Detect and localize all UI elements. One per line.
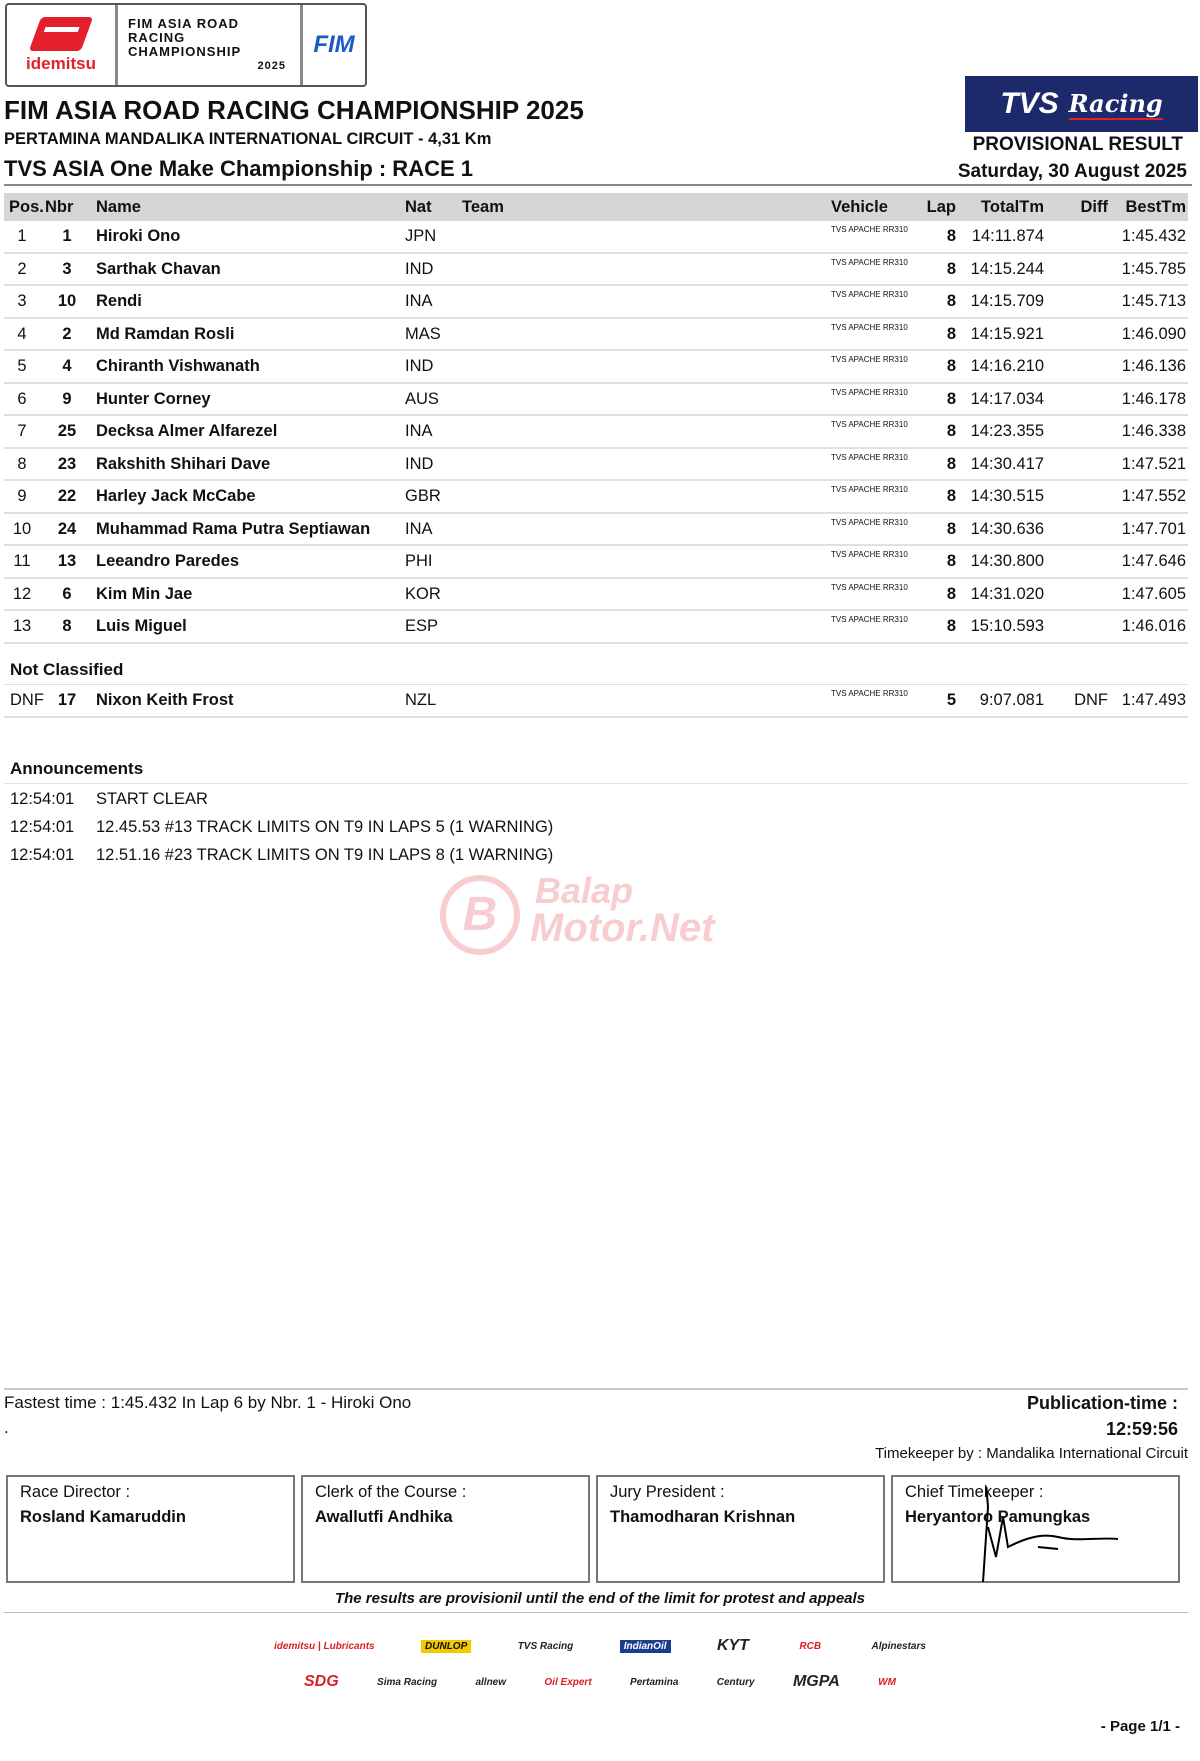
cell-name: Rakshith Shihari Dave — [96, 454, 271, 473]
cell-name: Hunter Corney — [96, 389, 211, 408]
cell-total: 14:23.355 — [970, 422, 1044, 440]
cell-total: 14:17.034 — [970, 389, 1044, 408]
cell-best: 1:47.646 — [1121, 552, 1186, 570]
race-date: Saturday, 30 August 2025 — [957, 161, 1187, 182]
cell-name: Chiranth Vishwanath — [96, 357, 260, 375]
announcement-item — [10, 841, 810, 869]
tvs-logo-brand: TVS — [1000, 87, 1059, 120]
cell-name: Luis Miguel — [96, 617, 187, 635]
not-classified-table — [4, 684, 1188, 718]
header-divider — [4, 184, 1192, 186]
cell-lap: 8 — [946, 552, 956, 570]
cell-total: 9:07.081 — [979, 691, 1044, 709]
idemitsu-logo — [7, 5, 118, 85]
col-pos: Pos. — [9, 198, 44, 216]
cell-nat: NZL — [405, 691, 437, 709]
table-row — [4, 481, 1188, 514]
cell-vehicle: TVS APACHE RR310 — [831, 485, 908, 494]
official-role: Jury President : — [610, 1483, 725, 1501]
footer-dot: . — [4, 1418, 9, 1437]
cell-nbr: 25 — [57, 422, 77, 440]
cell-nat: IND — [405, 259, 434, 278]
announcement-time: 12:54:01 — [10, 790, 75, 808]
sponsor-tvs-logo: TVS Racing — [517, 1640, 574, 1652]
cell-nbr: 13 — [57, 552, 77, 570]
sponsor-rcb-logo: RCB — [799, 1640, 822, 1652]
table-row — [4, 319, 1188, 352]
table-row — [4, 579, 1188, 612]
cell-best: 1:45.713 — [1121, 292, 1186, 310]
cell-best: 1:47.605 — [1121, 584, 1186, 603]
col-vehicle: Vehicle — [831, 198, 888, 216]
col-name: Name — [96, 198, 141, 216]
cell-best: 1:47.701 — [1121, 519, 1186, 538]
watermark-line1: Balap — [535, 870, 634, 911]
cell-vehicle: TVS APACHE RR310 — [831, 257, 908, 267]
cell-best: 1:47.521 — [1121, 454, 1186, 473]
page-title: FIM ASIA ROAD RACING CHAMPIONSHIP 2025 — [4, 95, 584, 125]
announcements-list — [10, 785, 810, 869]
announcements-divider — [4, 783, 1188, 784]
col-diff: Diff — [1080, 198, 1108, 216]
sponsor-oilexpert-logo: Oil Expert — [544, 1676, 592, 1688]
cell-pos: 4 — [17, 324, 27, 343]
cell-lap: 8 — [946, 292, 956, 310]
signature-icon — [978, 1487, 1118, 1587]
sponsor-kyt-logo: KYT — [716, 1637, 749, 1654]
cell-name: Hiroki Ono — [96, 227, 181, 245]
cell-name: Sarthak Chavan — [96, 259, 221, 278]
tvs-logo-sub: Racing — [1068, 88, 1163, 118]
sponsor-wm-logo: WM — [878, 1676, 896, 1688]
cell-total: 14:15.244 — [970, 259, 1044, 278]
cell-lap: 8 — [946, 617, 956, 635]
cell-total: 14:30.417 — [970, 454, 1044, 473]
cell-vehicle: TVS APACHE RR310 — [831, 387, 908, 397]
col-nat: Nat — [405, 198, 432, 216]
official-chief-timekeeper — [891, 1475, 1180, 1583]
official-jury-president — [596, 1475, 885, 1583]
cell-best: 1:46.016 — [1121, 617, 1186, 635]
result-type: PROVISIONAL RESULT — [972, 134, 1183, 155]
idemitsu-logo-text: idemitsu — [26, 53, 96, 73]
sponsors-row-1 — [270, 1636, 930, 1656]
cell-name: Decksa Almer Alfarezel — [96, 422, 278, 440]
official-name: Rosland Kamaruddin — [20, 1508, 186, 1526]
col-total: TotalTm — [981, 198, 1044, 216]
watermark-b-icon: B — [440, 875, 520, 955]
cell-best: 1:45.432 — [1121, 227, 1186, 245]
cell-name: Muhammad Rama Putra Septiawan — [96, 519, 371, 538]
cell-best: 1:46.090 — [1121, 324, 1186, 343]
cell-lap: 8 — [946, 519, 956, 538]
announcements-title: Announcements — [10, 759, 144, 778]
sponsor-dunlop-logo: DUNLOP — [421, 1640, 471, 1653]
tvs-racing-logo — [965, 76, 1198, 132]
cell-lap: 8 — [946, 357, 956, 375]
cell-lap: 8 — [946, 584, 956, 603]
cell-nat: KOR — [405, 584, 441, 603]
col-lap: Lap — [926, 198, 956, 216]
idemitsu-flame-icon — [29, 17, 93, 51]
cell-vehicle: TVS APACHE RR310 — [831, 582, 908, 592]
table-row — [4, 611, 1188, 644]
cell-nbr: 4 — [62, 357, 72, 375]
cell-total: 14:15.709 — [970, 292, 1044, 310]
cell-nat: AUS — [405, 389, 439, 408]
cell-total: 14:16.210 — [970, 357, 1044, 375]
cell-best: 1:47.552 — [1121, 487, 1186, 505]
sponsor-mgpa-logo: MGPA — [792, 1673, 840, 1690]
arrc-logo-text: FIM ASIA ROAD RACING CHAMPIONSHIP — [128, 16, 242, 59]
arrc-logo — [118, 5, 303, 85]
cell-pos: 6 — [17, 389, 27, 408]
official-role: Race Director : — [20, 1483, 131, 1501]
cell-vehicle: TVS APACHE RR310 — [831, 420, 908, 429]
cell-lap: 8 — [946, 227, 956, 245]
sponsor-century-logo: Century — [716, 1676, 755, 1688]
cell-name: Md Ramdan Rosli — [96, 324, 235, 343]
cell-diff: DNF — [1074, 691, 1108, 709]
announcement-text: 12.45.53 #13 TRACK LIMITS ON T9 IN LAPS 5 (1 WARNING) — [96, 818, 554, 836]
disclaimer: The results are provisionil until the end of the limit for protest and appeals — [334, 1590, 866, 1607]
announcement-item — [10, 785, 810, 813]
cell-nbr: 6 — [62, 584, 72, 603]
cell-nat: IND — [405, 357, 434, 375]
announcement-text: START CLEAR — [96, 790, 208, 808]
col-best: BestTm — [1125, 198, 1186, 216]
cell-best: 1:47.493 — [1121, 691, 1186, 709]
cell-lap: 8 — [946, 422, 956, 440]
cell-name: Nixon Keith Frost — [96, 691, 234, 709]
cell-total: 14:11.874 — [971, 227, 1044, 245]
cell-name: Leeandro Paredes — [96, 552, 240, 570]
cell-pos: 13 — [12, 617, 32, 635]
table-row — [4, 546, 1188, 579]
sponsor-alpinestars-logo: Alpinestars — [871, 1640, 926, 1652]
cell-vehicle: TVS APACHE RR310 — [831, 322, 908, 332]
cell-nat: MAS — [405, 324, 441, 343]
cell-vehicle: TVS APACHE RR310 — [831, 290, 908, 299]
page-number: - Page 1/1 - — [1100, 1718, 1180, 1735]
official-clerk-of-course — [301, 1475, 590, 1583]
cell-pos: 11 — [13, 552, 31, 570]
cell-pos: DNF — [10, 691, 44, 709]
official-race-director — [6, 1475, 295, 1583]
table-row — [4, 416, 1188, 449]
cell-nbr: 8 — [62, 617, 72, 635]
cell-lap: 8 — [946, 454, 956, 473]
sponsor-sima-logo: Sima Racing — [377, 1676, 438, 1688]
cell-name: Harley Jack McCabe — [96, 487, 256, 505]
cell-pos: 1 — [17, 227, 27, 245]
cell-pos: 8 — [17, 454, 27, 473]
cell-nat: JPN — [405, 227, 437, 245]
cell-nat: ESP — [405, 617, 439, 635]
col-nbr: Nbr — [45, 198, 74, 216]
cell-total: 14:30.515 — [970, 487, 1044, 505]
table-row — [4, 221, 1188, 254]
publication-label: Publication-time : — [1026, 1393, 1178, 1413]
cell-lap: 5 — [946, 691, 956, 709]
cell-pos: 9 — [17, 487, 27, 505]
cell-nat: IND — [405, 454, 434, 473]
timekeeper: Timekeeper by : Mandalika International Circuit — [875, 1445, 1188, 1462]
cell-pos: 12 — [12, 584, 32, 603]
cell-best: 1:46.136 — [1121, 357, 1186, 375]
arrc-logo-year: 2025 — [257, 60, 286, 72]
cell-nbr: 22 — [57, 487, 77, 505]
official-name: Heryantoro Pamungkas — [905, 1508, 1091, 1526]
cell-nbr: 2 — [62, 324, 72, 343]
cell-total: 14:15.921 — [970, 324, 1044, 343]
cell-nbr: 23 — [57, 454, 77, 473]
announcement-time: 12:54:01 — [10, 846, 75, 864]
col-team: Team — [462, 198, 504, 216]
cell-nbr: 24 — [57, 519, 77, 538]
cell-nat: INA — [405, 292, 433, 310]
official-role: Chief Timekeeper : — [905, 1483, 1044, 1501]
cell-lap: 8 — [946, 324, 956, 343]
disclaimer-divider — [4, 1612, 1188, 1613]
cell-vehicle: TVS APACHE RR310 — [831, 452, 908, 462]
cell-vehicle: TVS APACHE RR310 — [831, 615, 908, 624]
cell-name: Kim Min Jae — [96, 584, 193, 603]
cell-lap: 8 — [946, 259, 956, 278]
watermark-line2: Motor.Net — [530, 906, 715, 950]
cell-lap: 8 — [946, 389, 956, 408]
cell-pos: 10 — [12, 519, 32, 538]
cell-vehicle: TVS APACHE RR310 — [831, 550, 908, 559]
table-row — [4, 684, 1188, 718]
balapmotor-watermark — [440, 870, 750, 960]
sponsor-idemitsu-logo: idemitsu | Lubricants — [274, 1640, 375, 1652]
cell-nbr: 1 — [62, 227, 72, 245]
cell-total: 14:30.800 — [970, 552, 1044, 570]
cell-pos: 3 — [17, 292, 27, 310]
cell-best: 1:46.178 — [1121, 389, 1186, 408]
announcement-text: 12.51.16 #23 TRACK LIMITS ON T9 IN LAPS 8 (1 WARNING) — [96, 846, 554, 864]
cell-vehicle: TVS APACHE RR310 — [831, 225, 908, 234]
cell-nat: INA — [405, 519, 433, 538]
fim-logo: FIM — [313, 31, 355, 58]
sponsors-row-2 — [300, 1672, 900, 1692]
race-name: TVS ASIA One Make Championship : RACE 1 — [4, 156, 473, 181]
sponsor-pertamina-logo: Pertamina — [630, 1676, 679, 1688]
cell-nbr: 10 — [57, 292, 77, 310]
cell-name: Rendi — [96, 292, 142, 310]
cell-pos: 5 — [17, 357, 27, 375]
official-name: Awallutfi Andhika — [315, 1508, 453, 1526]
official-role: Clerk of the Course : — [315, 1483, 467, 1501]
table-header — [4, 193, 1188, 221]
cell-best: 1:46.338 — [1121, 422, 1186, 440]
announcement-time: 12:54:01 — [10, 818, 75, 836]
cell-nat: GBR — [405, 487, 441, 505]
fastest-time: Fastest time : 1:45.432 In Lap 6 by Nbr. 1 - Hiroki Ono — [4, 1393, 412, 1412]
table-row — [4, 254, 1188, 287]
cell-vehicle: TVS APACHE RR310 — [831, 689, 908, 698]
officials-row — [6, 1475, 1180, 1583]
cell-total: 15:10.593 — [970, 617, 1044, 635]
sponsor-sdg-logo: SDG — [304, 1673, 339, 1690]
cell-nbr: 3 — [62, 259, 72, 278]
results-body — [4, 221, 1188, 644]
sponsor-indianoil-logo: IndianOil — [620, 1640, 671, 1653]
cell-vehicle: TVS APACHE RR310 — [831, 355, 908, 364]
cell-total: 14:31.020 — [970, 584, 1044, 603]
cell-nbr: 9 — [62, 389, 72, 408]
footer-divider — [4, 1388, 1188, 1390]
announcement-item — [10, 813, 810, 841]
table-row — [4, 351, 1188, 384]
cell-vehicle: TVS APACHE RR310 — [831, 517, 908, 527]
cell-total: 14:30.636 — [970, 519, 1044, 538]
table-row — [4, 286, 1188, 319]
table-row — [4, 514, 1188, 547]
cell-pos: 7 — [17, 422, 27, 440]
table-row — [4, 384, 1188, 417]
cell-lap: 8 — [946, 487, 956, 505]
cell-best: 1:45.785 — [1121, 259, 1186, 278]
official-name: Thamodharan Krishnan — [610, 1508, 796, 1526]
circuit-name: PERTAMINA MANDALIKA INTERNATIONAL CIRCUIT - 4,31 Km — [4, 130, 492, 148]
cell-nbr: 17 — [57, 691, 77, 709]
championship-logo-box — [5, 3, 367, 87]
sponsor-allnew-logo: allnew — [475, 1676, 507, 1688]
cell-nat: INA — [405, 422, 433, 440]
publication-time: 12:59:56 — [1105, 1419, 1178, 1439]
cell-pos: 2 — [17, 259, 27, 278]
results-table — [4, 193, 1188, 644]
cell-nat: PHI — [405, 552, 433, 570]
table-row — [4, 449, 1188, 482]
not-classified-title: Not Classified — [10, 660, 124, 679]
